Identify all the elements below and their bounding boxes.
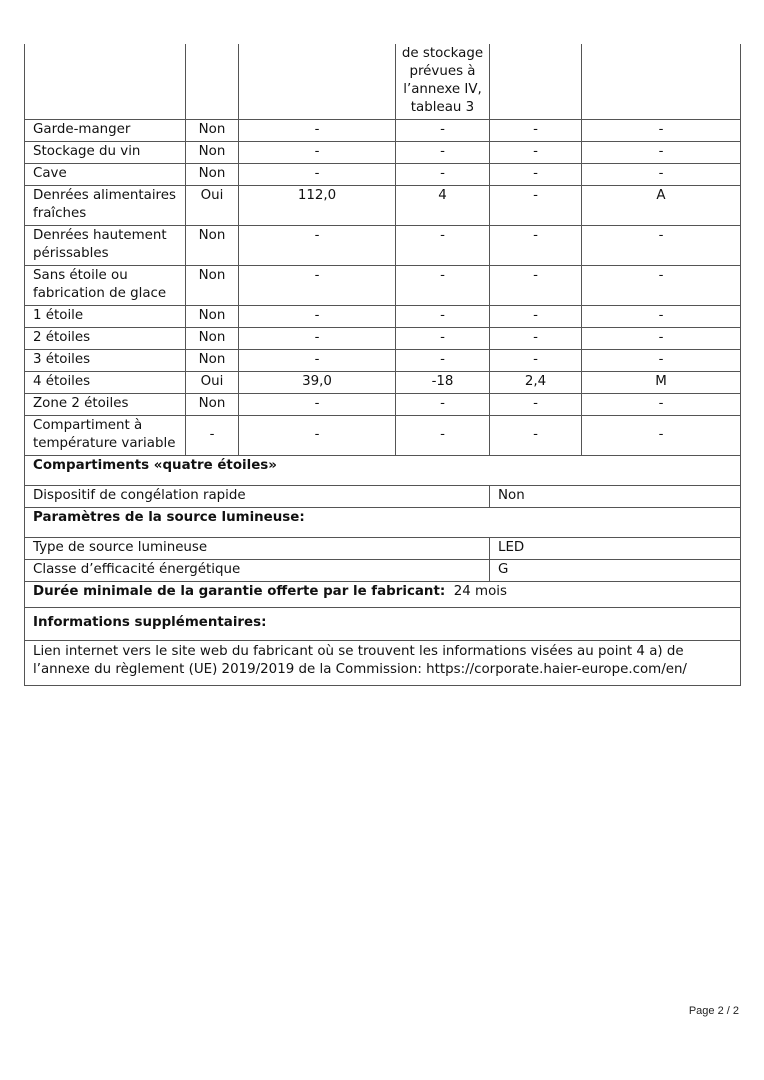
cell-capacity: - (490, 226, 582, 266)
cell-name: 2 étoiles (25, 328, 186, 350)
energy-class-row (25, 560, 741, 582)
cell-volume: - (239, 416, 396, 456)
cell-present: Oui (186, 186, 239, 226)
cell-volume: - (239, 164, 396, 186)
cell-capacity: - (490, 142, 582, 164)
header-cell-2 (186, 44, 239, 120)
cell-temperature: - (396, 226, 490, 266)
cell-capacity: - (490, 266, 582, 306)
cell-capacity: - (490, 306, 582, 328)
table-row (25, 120, 741, 142)
four-star-heading-row (25, 456, 741, 486)
cell-climate: - (582, 394, 741, 416)
cell-present: Non (186, 328, 239, 350)
cell-capacity: - (490, 350, 582, 372)
table-row (25, 328, 741, 350)
cell-name: 1 étoile (25, 306, 186, 328)
table-row (25, 416, 741, 456)
warranty-value: 24 mois (453, 584, 507, 599)
cell-capacity: - (490, 416, 582, 456)
table-row (25, 266, 741, 306)
cell-temperature: - (396, 350, 490, 372)
header-cell-storage-conditions: de stockage prévues à l’annexe IV, tableau 3 (396, 44, 490, 120)
cell-capacity: 2,4 (490, 372, 582, 394)
cell-name: Garde-manger (25, 120, 186, 142)
table-row (25, 226, 741, 266)
cell-capacity: - (490, 164, 582, 186)
cell-climate: - (582, 142, 741, 164)
cell-name: 3 étoiles (25, 350, 186, 372)
cell-present: - (186, 416, 239, 456)
cell-climate: - (582, 164, 741, 186)
header-continuation-row (25, 44, 741, 120)
cell-temperature: - (396, 266, 490, 306)
cell-volume: - (239, 266, 396, 306)
fast-freeze-label: Dispositif de congélation rapide (25, 486, 490, 508)
table-row (25, 350, 741, 372)
cell-climate: - (582, 266, 741, 306)
table-row (25, 394, 741, 416)
cell-temperature: - (396, 120, 490, 142)
cell-volume: 39,0 (239, 372, 396, 394)
table-row (25, 186, 741, 226)
table-row (25, 142, 741, 164)
cell-name: Cave (25, 164, 186, 186)
four-star-heading: Compartiments «quatre étoiles» (25, 456, 741, 486)
fast-freeze-value: Non (490, 486, 741, 508)
cell-name: Stockage du vin (25, 142, 186, 164)
cell-temperature: - (396, 416, 490, 456)
cell-volume: - (239, 142, 396, 164)
energy-class-label: Classe d’efficacité énergétique (25, 560, 490, 582)
fast-freeze-row (25, 486, 741, 508)
cell-name: Compartiment à température variable (25, 416, 186, 456)
cell-volume: - (239, 226, 396, 266)
page-number: Page 2 / 2 (688, 1005, 739, 1017)
cell-climate: - (582, 120, 741, 142)
cell-climate: - (582, 350, 741, 372)
cell-name: Zone 2 étoiles (25, 394, 186, 416)
cell-name: Denrées alimentaires fraîches (25, 186, 186, 226)
cell-volume: - (239, 306, 396, 328)
cell-name: 4 étoiles (25, 372, 186, 394)
cell-present: Non (186, 142, 239, 164)
cell-temperature: - (396, 328, 490, 350)
additional-info-text-row (25, 641, 741, 686)
cell-present: Non (186, 394, 239, 416)
cell-capacity: - (490, 394, 582, 416)
cell-present: Oui (186, 372, 239, 394)
cell-volume: 112,0 (239, 186, 396, 226)
warranty-row (25, 582, 741, 608)
cell-present: Non (186, 226, 239, 266)
light-source-type-value: LED (490, 538, 741, 560)
cell-volume: - (239, 350, 396, 372)
cell-capacity: - (490, 186, 582, 226)
cell-temperature: - (396, 164, 490, 186)
cell-climate: - (582, 328, 741, 350)
additional-info-heading-row (25, 608, 741, 641)
cell-name: Sans étoile ou fabrication de glace (25, 266, 186, 306)
warranty (25, 582, 741, 608)
cell-volume: - (239, 120, 396, 142)
cell-present: Non (186, 350, 239, 372)
cell-climate: M (582, 372, 741, 394)
cell-climate: - (582, 306, 741, 328)
table-row (25, 372, 741, 394)
cell-present: Non (186, 266, 239, 306)
cell-capacity: - (490, 120, 582, 142)
table-row (25, 306, 741, 328)
cell-present: Non (186, 306, 239, 328)
header-cell-3 (239, 44, 396, 120)
warranty-label: Durée minimale de la garantie offerte par le fabricant: (33, 584, 446, 599)
cell-present: Non (186, 164, 239, 186)
cell-climate: - (582, 416, 741, 456)
cell-temperature: - (396, 142, 490, 164)
cell-climate: A (582, 186, 741, 226)
cell-volume: - (239, 328, 396, 350)
header-cell-5 (490, 44, 582, 120)
header-cell-6 (582, 44, 741, 120)
cell-capacity: - (490, 328, 582, 350)
cell-temperature: -18 (396, 372, 490, 394)
additional-info-heading: Informations supplémentaires: (25, 608, 741, 641)
header-cell-1 (25, 44, 186, 120)
cell-name: Denrées hautement périssables (25, 226, 186, 266)
cell-climate: - (582, 226, 741, 266)
additional-info-text: Lien internet vers le site web du fabricant où se trouvent les informations visées au point 4 a) de l’annexe du règlement (UE) 2019/2019 de la Commission: https://corporate.haier-europe.com/en/ (25, 641, 741, 686)
table-row (25, 164, 741, 186)
light-source-heading: Paramètres de la source lumineuse: (25, 508, 741, 538)
cell-temperature: - (396, 394, 490, 416)
light-source-type-label: Type de source lumineuse (25, 538, 490, 560)
cell-present: Non (186, 120, 239, 142)
energy-class-value: G (490, 560, 741, 582)
cell-temperature: 4 (396, 186, 490, 226)
compartment-table (24, 44, 741, 686)
cell-temperature: - (396, 306, 490, 328)
cell-volume: - (239, 394, 396, 416)
product-information-sheet (24, 44, 740, 686)
light-source-type-row (25, 538, 741, 560)
light-source-heading-row (25, 508, 741, 538)
